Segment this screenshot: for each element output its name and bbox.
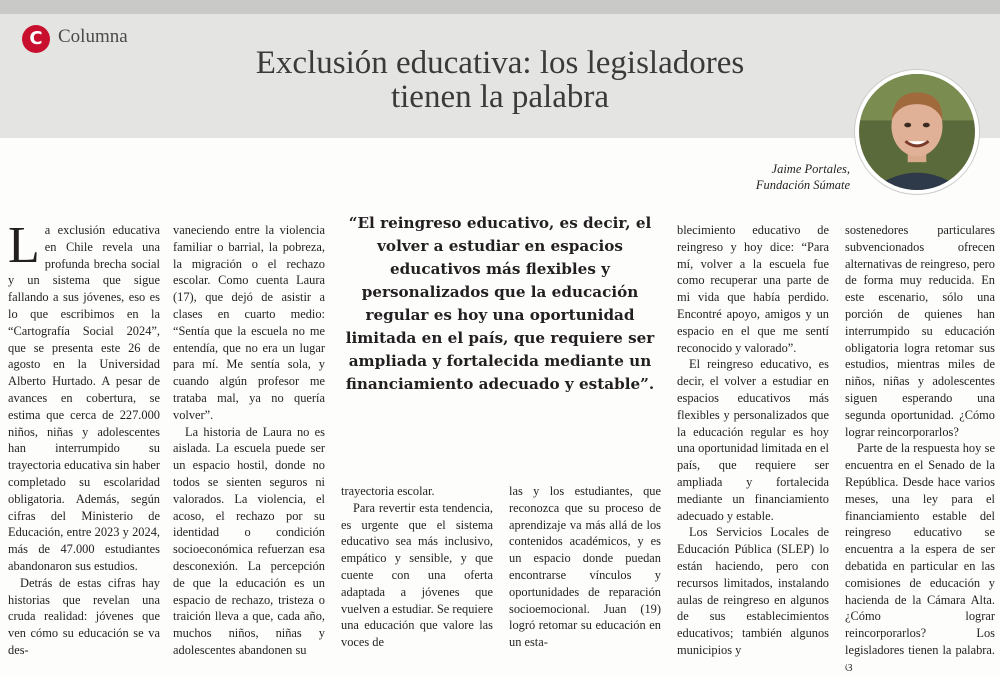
end-mark-icon: ଓ [845, 660, 853, 674]
paragraph: El reingreso educativo, es decir, el volver a estudiar en espacios educativos más flexibles y personalizados que la educación regular es hoy una oportunidad limitada en el país, que requiere ser ampliada y fortalecida mediante un financiamiento adecuado y estable. [677, 357, 829, 523]
paragraph: trayectoria escolar. [341, 484, 435, 498]
body-column-4 [509, 483, 661, 651]
drop-cap: L [8, 217, 40, 274]
paragraph: blecimiento educativo de reingreso y hoy dice: “Para mí, volver a la escuela fue como recuperar una parte de mi vida que había perdido. Encontré apoyo, amigos y un espacio en el que me sentí reconocido y valorado”. [677, 223, 829, 355]
paragraph: La exclusión educativa en Chile revela una profunda brecha social y un sistema que sigue fallando a sus jóvenes, eso es lo que escribimos en la “Cartografía Social 2024”, que se presenta este 26 de agosto en la Universidad Alberto Hurtado. A pesar de avances en cobertura, se estima que cerca de 227.000 niños, niñas y adolescentes han interrumpido su trayectoria educativa sin haber completado su escolaridad obligatoria. Además, según cifras del Ministerio de Educación, entre 2023 y 2024, más de 47.000 estudiantes abandonaron sus estudios. [8, 217, 160, 573]
paragraph: Los Servicios Locales de Educación Pública (SLEP) lo están haciendo, pero con recursos limitados, instalando aulas de reingreso en algunos de sus establecimientos educativos; también algunos municipios y [677, 525, 829, 657]
body-column-6 [845, 222, 995, 677]
author-portrait-image [859, 74, 975, 190]
paragraph: las y los estudiantes, que reconozca que su proceso de aprendizaje va más allá de los contenidos académicos, y es un espacio donde puedan encontrarse vínculos y oportunidades de reparación socioemocional. Juan (19) logró retomar su educación en un esta- [509, 484, 661, 650]
author-photo [855, 70, 979, 194]
body-column-1 [8, 217, 160, 659]
author-org: Fundación Súmate [755, 178, 850, 192]
paragraph: sostenedores particulares subvencionados ofrecen alternativas de reingreso, pero de forma muy reducida. En este escenario, sólo una porción de quienes han interrumpido su educación obligatoria logra retomar sus estudios, mientras miles de niños, niñas y adolescentes siguen esperando una segunda oportunidad. ¿Cómo lograr reincorporarlos? [845, 223, 995, 439]
paragraph: Detrás de estas cifras hay historias que revelan una cruda realidad: jóvenes que ven cómo su educación se va des- [8, 575, 160, 657]
top-rule [0, 0, 1000, 14]
paragraph: vaneciendo entre la violencia familiar o barrial, la pobreza, la migración o el rechazo escolar. Como cuenta Laura (17), que dejó de asistir a clases en cuarto medio: “Sentía que la escuela no me entendía, que no era un lugar para mí. Me sentía sola, y cuando algún profesor me trataba mal, ya no quería volver”. [173, 223, 325, 422]
section-badge: C [22, 25, 50, 53]
body-column-5 [677, 222, 829, 659]
paragraph: Parte de la respuesta hoy se encuentra en el Senado de la República. Desde hace varios meses, una ley para el financiamiento estable del reingreso educativo se encuentra a la espera de ser debatida en particular en las comisiones de educación y hacienda de la Cámara Alta. ¿Cómo lograr reincorporarlos? Los legisladores tienen la palabra. ଓ [845, 441, 995, 674]
author-byline [700, 161, 850, 193]
pull-quote: “El reingreso educativo, es decir, el volver a estudiar en espacios educativos más flexibles y personalizados que la educación regular es hoy una oportunidad limitada en el país, que requiere ser ampliada y fortalecida mediante un financiamiento adecuado y estable”. [345, 214, 655, 393]
section-label: Columna [58, 26, 128, 47]
author-name: Jaime Portales, [771, 162, 850, 176]
body-column-2 [173, 222, 325, 659]
paragraph: La historia de Laura no es aislada. La escuela puede ser un espacio hostil, donde no todos se sienten seguros ni valorados. La violencia, el acoso, el rechazo por su identidad o condición socioeconómica refuerzan esa desconexión. La percepción de que la educación es un espacio de rechazo, tristeza o traición lleva a que, cada año, muchos niños, niñas y adolescentes abandonen su [173, 424, 325, 657]
body-column-3 [341, 483, 493, 651]
headline: Exclusión educativa: los legisladores tienen la palabra [255, 45, 745, 115]
paragraph: Para revertir esta tendencia, es urgente que el sistema educativo sea más inclusivo, empático y sensible, y que cuente con una oferta adaptada a jóvenes que vuelven a estudiar. Se requiere una educación que valore las voces de [341, 500, 493, 650]
